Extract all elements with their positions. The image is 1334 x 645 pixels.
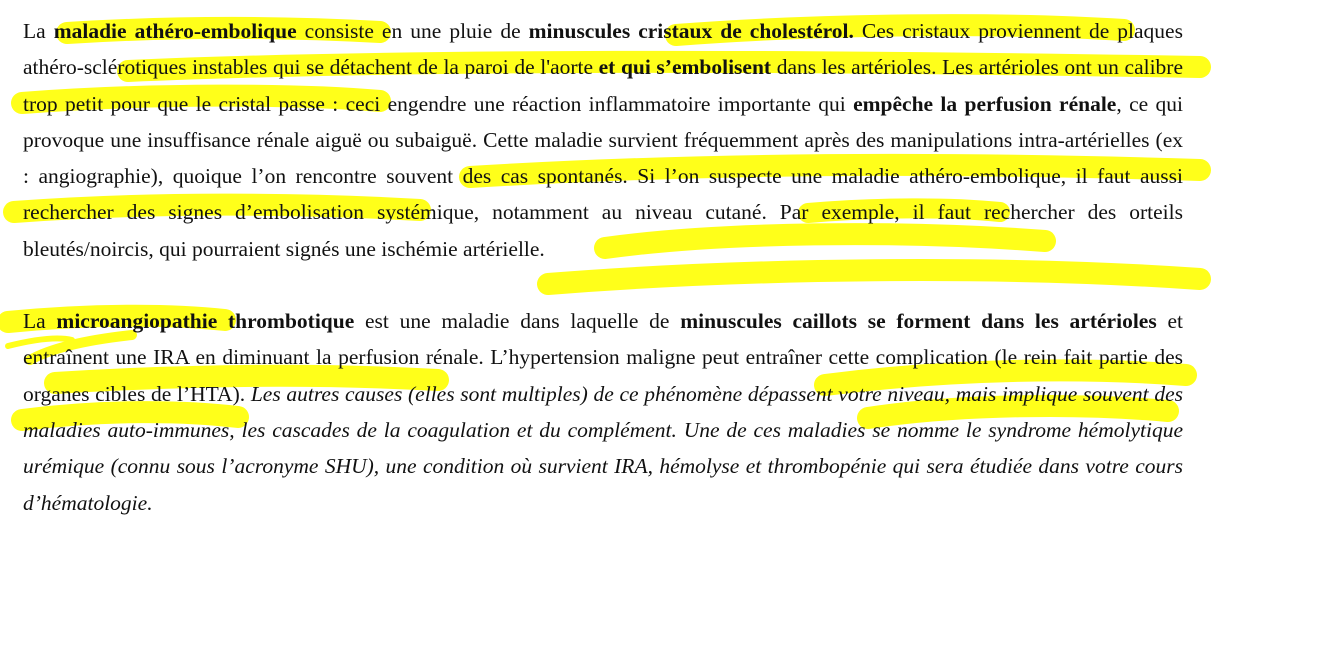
text-segment: La [23, 19, 54, 43]
text-segment: dans les artérioles. Les artérioles ont un calibre trop petit pour que le cristal passe : ceci engendre une réaction inflammatoire importante qui [23, 55, 1184, 116]
italic-passage-autres-causes: Les autres causes (elles sont multiples) de ce phénomène dépassent votre niveau, mais implique souvent des maladies auto-immunes, les cascades de la coagulation et du complément. Une de ces maladies se nomme le syndrome hémolytique urémique (connu sous l’acronyme SHU), une condition où survient IRA, hémolyse et thrombopénie qui sera étudiée dans votre cours d’hématologie. [23, 381, 1183, 515]
text-segment: , ce qui provoque une insuffisance rénale aiguë ou subaiguë. Cette maladie survient fréquemment après des manipulations intra-artérielles (ex : angiographie), quoique l’on rencontre souvent des cas spontanés. Si l’on suspecte une maladie athéro-embolique, il faut aussi rechercher des signes d’embolisation systémique, notamment au niveau cutané. Par exemple, il faut rechercher des orteils bleutés/noircis, qui pourraient signés une ischémie artérielle. [23, 91, 1183, 261]
bold-term-et-qui-sembolisent: et qui s’embolisent [598, 55, 772, 80]
bold-term-minuscules-caillots: minuscules caillots se forment dans les artérioles [680, 309, 1157, 334]
bold-term-microangiopathie: microangiopathie thrombotique [56, 309, 355, 334]
paragraph-athero-embolic-disease [23, 13, 1183, 267]
bold-term-maladie-athero-embolique: maladie athéro-embolique [53, 19, 297, 43]
text-segment: et entraînent une IRA en diminuant la perfusion rénale. L’hypertension maligne peut entraîner cette complication (le rein fait partie des organes cibles de l’HTA). [23, 309, 1183, 406]
text-segment: Ces cristaux proviennent de plaques athéro-sclérotiques instables qui se détachent de la paroi de l'aorte [23, 19, 1183, 80]
bold-term-minuscules-cristaux: minuscules cristaux de cholestérol. [528, 19, 854, 43]
text-segment: La [23, 309, 57, 334]
text-segment: est une maladie dans laquelle de [354, 309, 681, 334]
document-text-block [23, 13, 1183, 521]
paragraph-thrombotic-microangiopathy [23, 303, 1183, 521]
bold-term-empeche-perfusion: empêche la perfusion rénale [853, 91, 1117, 116]
text-segment: consiste en une pluie de [296, 19, 529, 43]
